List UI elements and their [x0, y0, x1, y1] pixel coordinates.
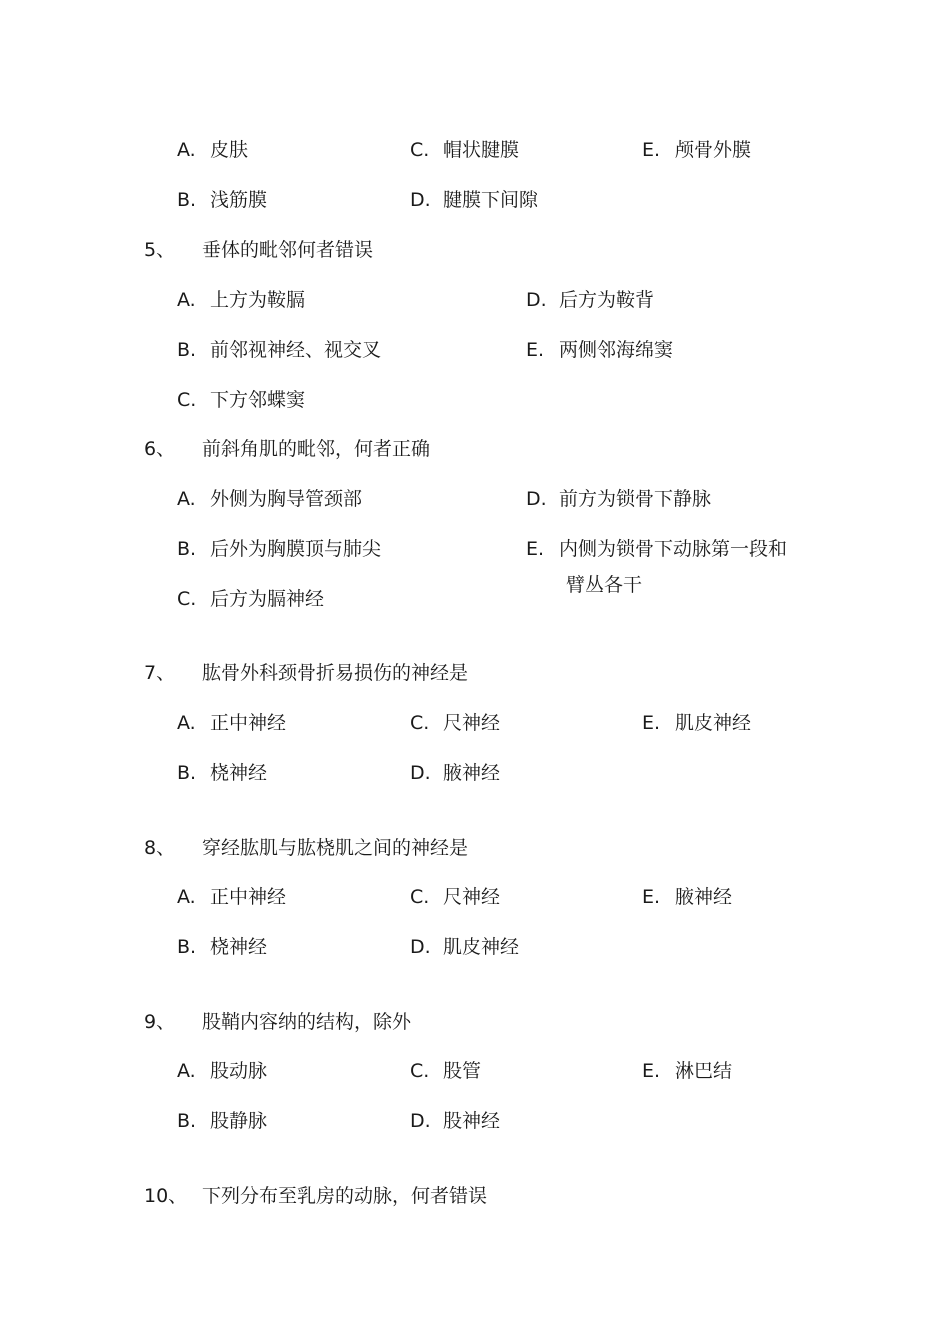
question-5: 5、 垂体的毗邻何者错误	[144, 239, 374, 261]
question-8: 8、 穿经肱肌与肱桡肌之间的神经是	[144, 837, 469, 859]
option-d: D. 腋神经	[410, 762, 501, 784]
option-e: E. 肌皮神经	[642, 712, 752, 734]
option-e: E. 两侧邻海绵窦	[526, 339, 674, 361]
option-c: C. 后方为膈神经	[177, 588, 325, 610]
option-a: A. 外侧为胸导管颈部	[177, 488, 363, 510]
option-e-continuation: 臂丛各干	[566, 574, 643, 596]
option-a: A. 正中神经	[177, 886, 287, 908]
question-7: 7、 肱骨外科颈骨折易损伤的神经是	[144, 662, 469, 684]
option-c: C. 帽状腱膜	[410, 139, 520, 161]
option-a: A. 正中神经	[177, 712, 287, 734]
question-9: 9、 股鞘内容纳的结构，除外	[144, 1011, 412, 1033]
option-c: C. 下方邻蝶窦	[177, 389, 306, 411]
option-a: A. 皮肤	[177, 139, 249, 161]
option-c: C. 尺神经	[410, 712, 501, 734]
option-c: C. 尺神经	[410, 886, 501, 908]
option-d: D. 肌皮神经	[410, 936, 520, 958]
option-e: E. 颅骨外膜	[642, 139, 752, 161]
question-10: 10、 下列分布至乳房的动脉，何者错误	[144, 1185, 488, 1207]
option-b: B. 桡神经	[177, 936, 268, 958]
option-c: C. 股管	[410, 1060, 482, 1082]
option-b: B. 股静脉	[177, 1110, 268, 1132]
option-d: D. 腱膜下间隙	[410, 189, 539, 211]
option-d: D. 后方为鞍背	[526, 289, 655, 311]
option-e: E. 淋巴结	[642, 1060, 733, 1082]
option-b: B. 前邻视神经、视交叉	[177, 339, 382, 361]
option-b: B. 后外为胸膜顶与肺尖	[177, 538, 382, 560]
option-e: E. 腋神经	[642, 886, 733, 908]
option-b: B. 桡神经	[177, 762, 268, 784]
option-e: E. 内侧为锁骨下动脉第一段和	[526, 538, 788, 560]
option-a: A. 股动脉	[177, 1060, 268, 1082]
option-d: D. 前方为锁骨下静脉	[526, 488, 712, 510]
option-b: B. 浅筋膜	[177, 189, 268, 211]
option-d: D. 股神经	[410, 1110, 501, 1132]
question-6: 6、 前斜角肌的毗邻，何者正确	[144, 438, 431, 460]
option-a: A. 上方为鞍膈	[177, 289, 306, 311]
